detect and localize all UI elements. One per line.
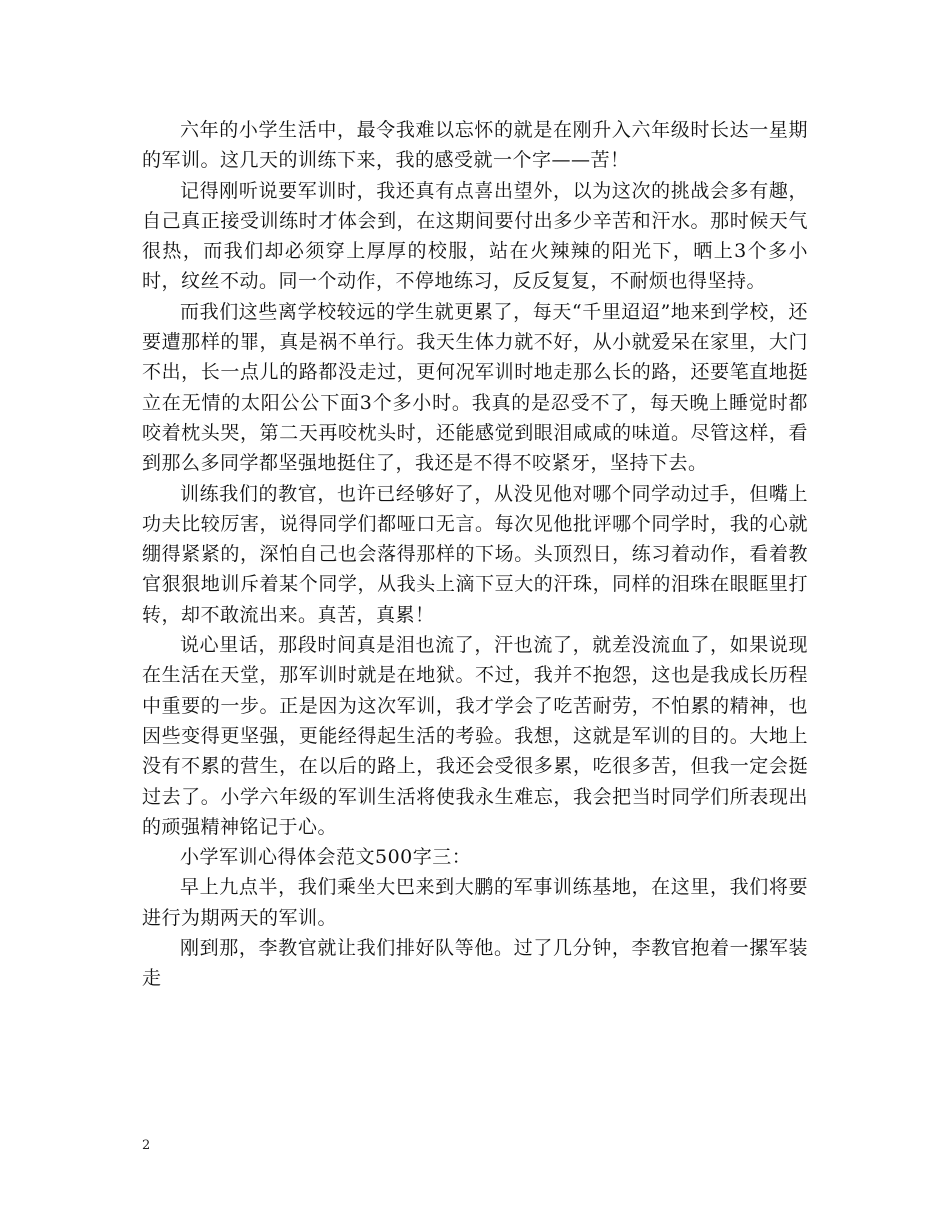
body-text: [142, 115, 808, 994]
paragraph-1: 六年的小学生活中，最令我难以忘怀的就是在刚升入六年级时长达一星期的军训。这几天的训练下来，我的感受就一个字——苦！: [142, 119, 808, 172]
paragraph-5: 说心里话，那段时间真是泪也流了，汗也流了，就差没流血了，如果说现在生活在天堂，那军训时就是在地狱。不过，我并不抱怨，这也是我成长历程中重要的一步。正是因为这次军训，我才学会了吃苦耐劳，不怕累的精神，也因些变得更坚强，更能经得起生活的考验。我想，这就是军训的目的。大地上没有不累的营生，在以后的路上，我还会受很多累，吃很多苦，但我一定会挺过去了。小学六年级的军训生活将使我永生难忘，我会把当时同学们所表现出的顽强精神铭记于心。: [142, 634, 808, 838]
paragraph-2: 记得刚听说要军训时，我还真有点喜出望外，以为这次的挑战会多有趣，自己真正接受训练时才体会到，在这期间要付出多少辛苦和汗水。那时候天气很热，而我们却必须穿上厚厚的校服，站在火辣辣的阳光下，晒上3个多小时，纹丝不动。同一个动作，不停地练习，反反复复，不耐烦也得坚持。: [142, 179, 808, 293]
page-number: 2: [142, 1138, 151, 1153]
paragraph-3: 而我们这些离学校较远的学生就更累了，每天“千里迢迢”地来到学校，还要遭那样的罪，真是祸不单行。我天生体力就不好，从小就爱呆在家里，大门不出，长一点儿的路都没走过，更何况军训时地走那么长的路，还要笔直地挺立在无情的太阳公公下面3个多小时。我真的是忍受不了，每天晚上睡觉时都咬着枕头哭，第二天再咬枕头时，还能感觉到眼泪咸咸的味道。尽管这样，看到那么多同学都坚强地挺住了，我还是不得不咬紧牙，坚持下去。: [142, 300, 808, 475]
paragraph-7: 刚到那，李教官就让我们排好队等他。过了几分钟，李教官抱着一摞军装走: [142, 937, 808, 990]
section-heading: 小学军训心得体会范文500字三：: [180, 846, 472, 869]
paragraph-4: 训练我们的教官，也许已经够好了，从没见他对哪个同学动过手，但嘴上功夫比较厉害，说得同学们都哑口无言。每次见他批评哪个同学时，我的心就绷得紧紧的，深怕自己也会落得那样的下场。头顶烈日，练习着动作，看着教官狠狠地训斥着某个同学，从我头上滴下豆大的汗珠，同样的泪珠在眼眶里打转，却不敢流出来。真苦，真累！: [142, 482, 808, 626]
paragraph-6: 早上九点半，我们乘坐大巴来到大鹏的军事训练基地，在这里，我们将要进行为期两天的军训。: [142, 876, 808, 929]
